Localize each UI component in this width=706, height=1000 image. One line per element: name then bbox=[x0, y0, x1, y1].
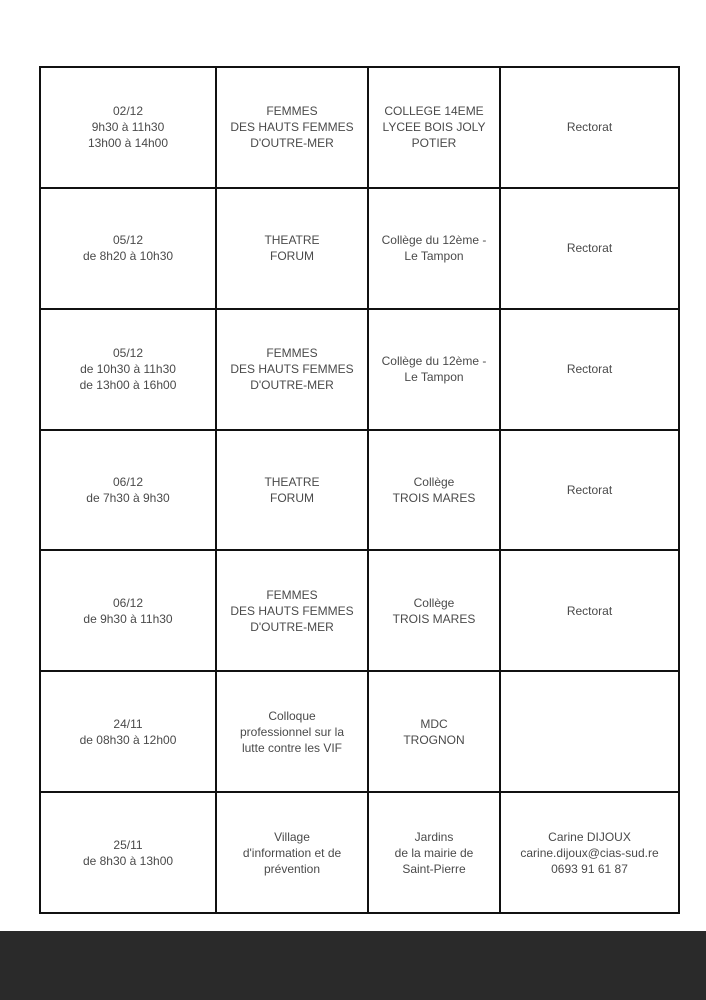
venue-cell: Collège du 12ème - Le Tampon bbox=[368, 188, 500, 309]
event-cell: FEMMES DES HAUTS FEMMES D'OUTRE-MER bbox=[216, 550, 368, 671]
table-row bbox=[40, 188, 679, 309]
venue-cell: Collège TROIS MARES bbox=[368, 550, 500, 671]
date-cell: 24/11 de 08h30 à 12h00 bbox=[40, 671, 216, 792]
venue-cell: Jardins de la mairie de Saint-Pierre bbox=[368, 792, 500, 913]
date-cell: 06/12 de 7h30 à 9h30 bbox=[40, 430, 216, 551]
contact-cell: Rectorat bbox=[500, 430, 679, 551]
table-row bbox=[40, 671, 679, 792]
event-cell: Colloque professionnel sur la lutte contre les VIF bbox=[216, 671, 368, 792]
contact-cell: Carine DIJOUX carine.dijoux@cias-sud.re 0693 91 61 87 bbox=[500, 792, 679, 913]
date-cell: 05/12 de 10h30 à 11h30 de 13h00 à 16h00 bbox=[40, 309, 216, 430]
date-cell: 05/12 de 8h20 à 10h30 bbox=[40, 188, 216, 309]
table-row bbox=[40, 430, 679, 551]
date-cell: 06/12 de 9h30 à 11h30 bbox=[40, 550, 216, 671]
table-row bbox=[40, 309, 679, 430]
contact-cell: Rectorat bbox=[500, 550, 679, 671]
schedule-table bbox=[39, 66, 680, 914]
table-row bbox=[40, 550, 679, 671]
event-cell: THEATRE FORUM bbox=[216, 188, 368, 309]
table-row bbox=[40, 792, 679, 913]
contact-cell: Rectorat bbox=[500, 309, 679, 430]
event-cell: Village d'information et de prévention bbox=[216, 792, 368, 913]
contact-cell: Rectorat bbox=[500, 188, 679, 309]
footer-bar bbox=[0, 931, 706, 1000]
contact-cell: Rectorat bbox=[500, 67, 679, 188]
contact-cell bbox=[500, 671, 679, 792]
venue-cell: MDC TROGNON bbox=[368, 671, 500, 792]
table-row bbox=[40, 67, 679, 188]
date-cell: 02/12 9h30 à 11h30 13h00 à 14h00 bbox=[40, 67, 216, 188]
event-cell: THEATRE FORUM bbox=[216, 430, 368, 551]
event-cell: FEMMES DES HAUTS FEMMES D'OUTRE-MER bbox=[216, 309, 368, 430]
venue-cell: Collège TROIS MARES bbox=[368, 430, 500, 551]
event-cell: FEMMES DES HAUTS FEMMES D'OUTRE-MER bbox=[216, 67, 368, 188]
date-cell: 25/11 de 8h30 à 13h00 bbox=[40, 792, 216, 913]
venue-cell: COLLEGE 14EME LYCEE BOIS JOLY POTIER bbox=[368, 67, 500, 188]
venue-cell: Collège du 12ème - Le Tampon bbox=[368, 309, 500, 430]
